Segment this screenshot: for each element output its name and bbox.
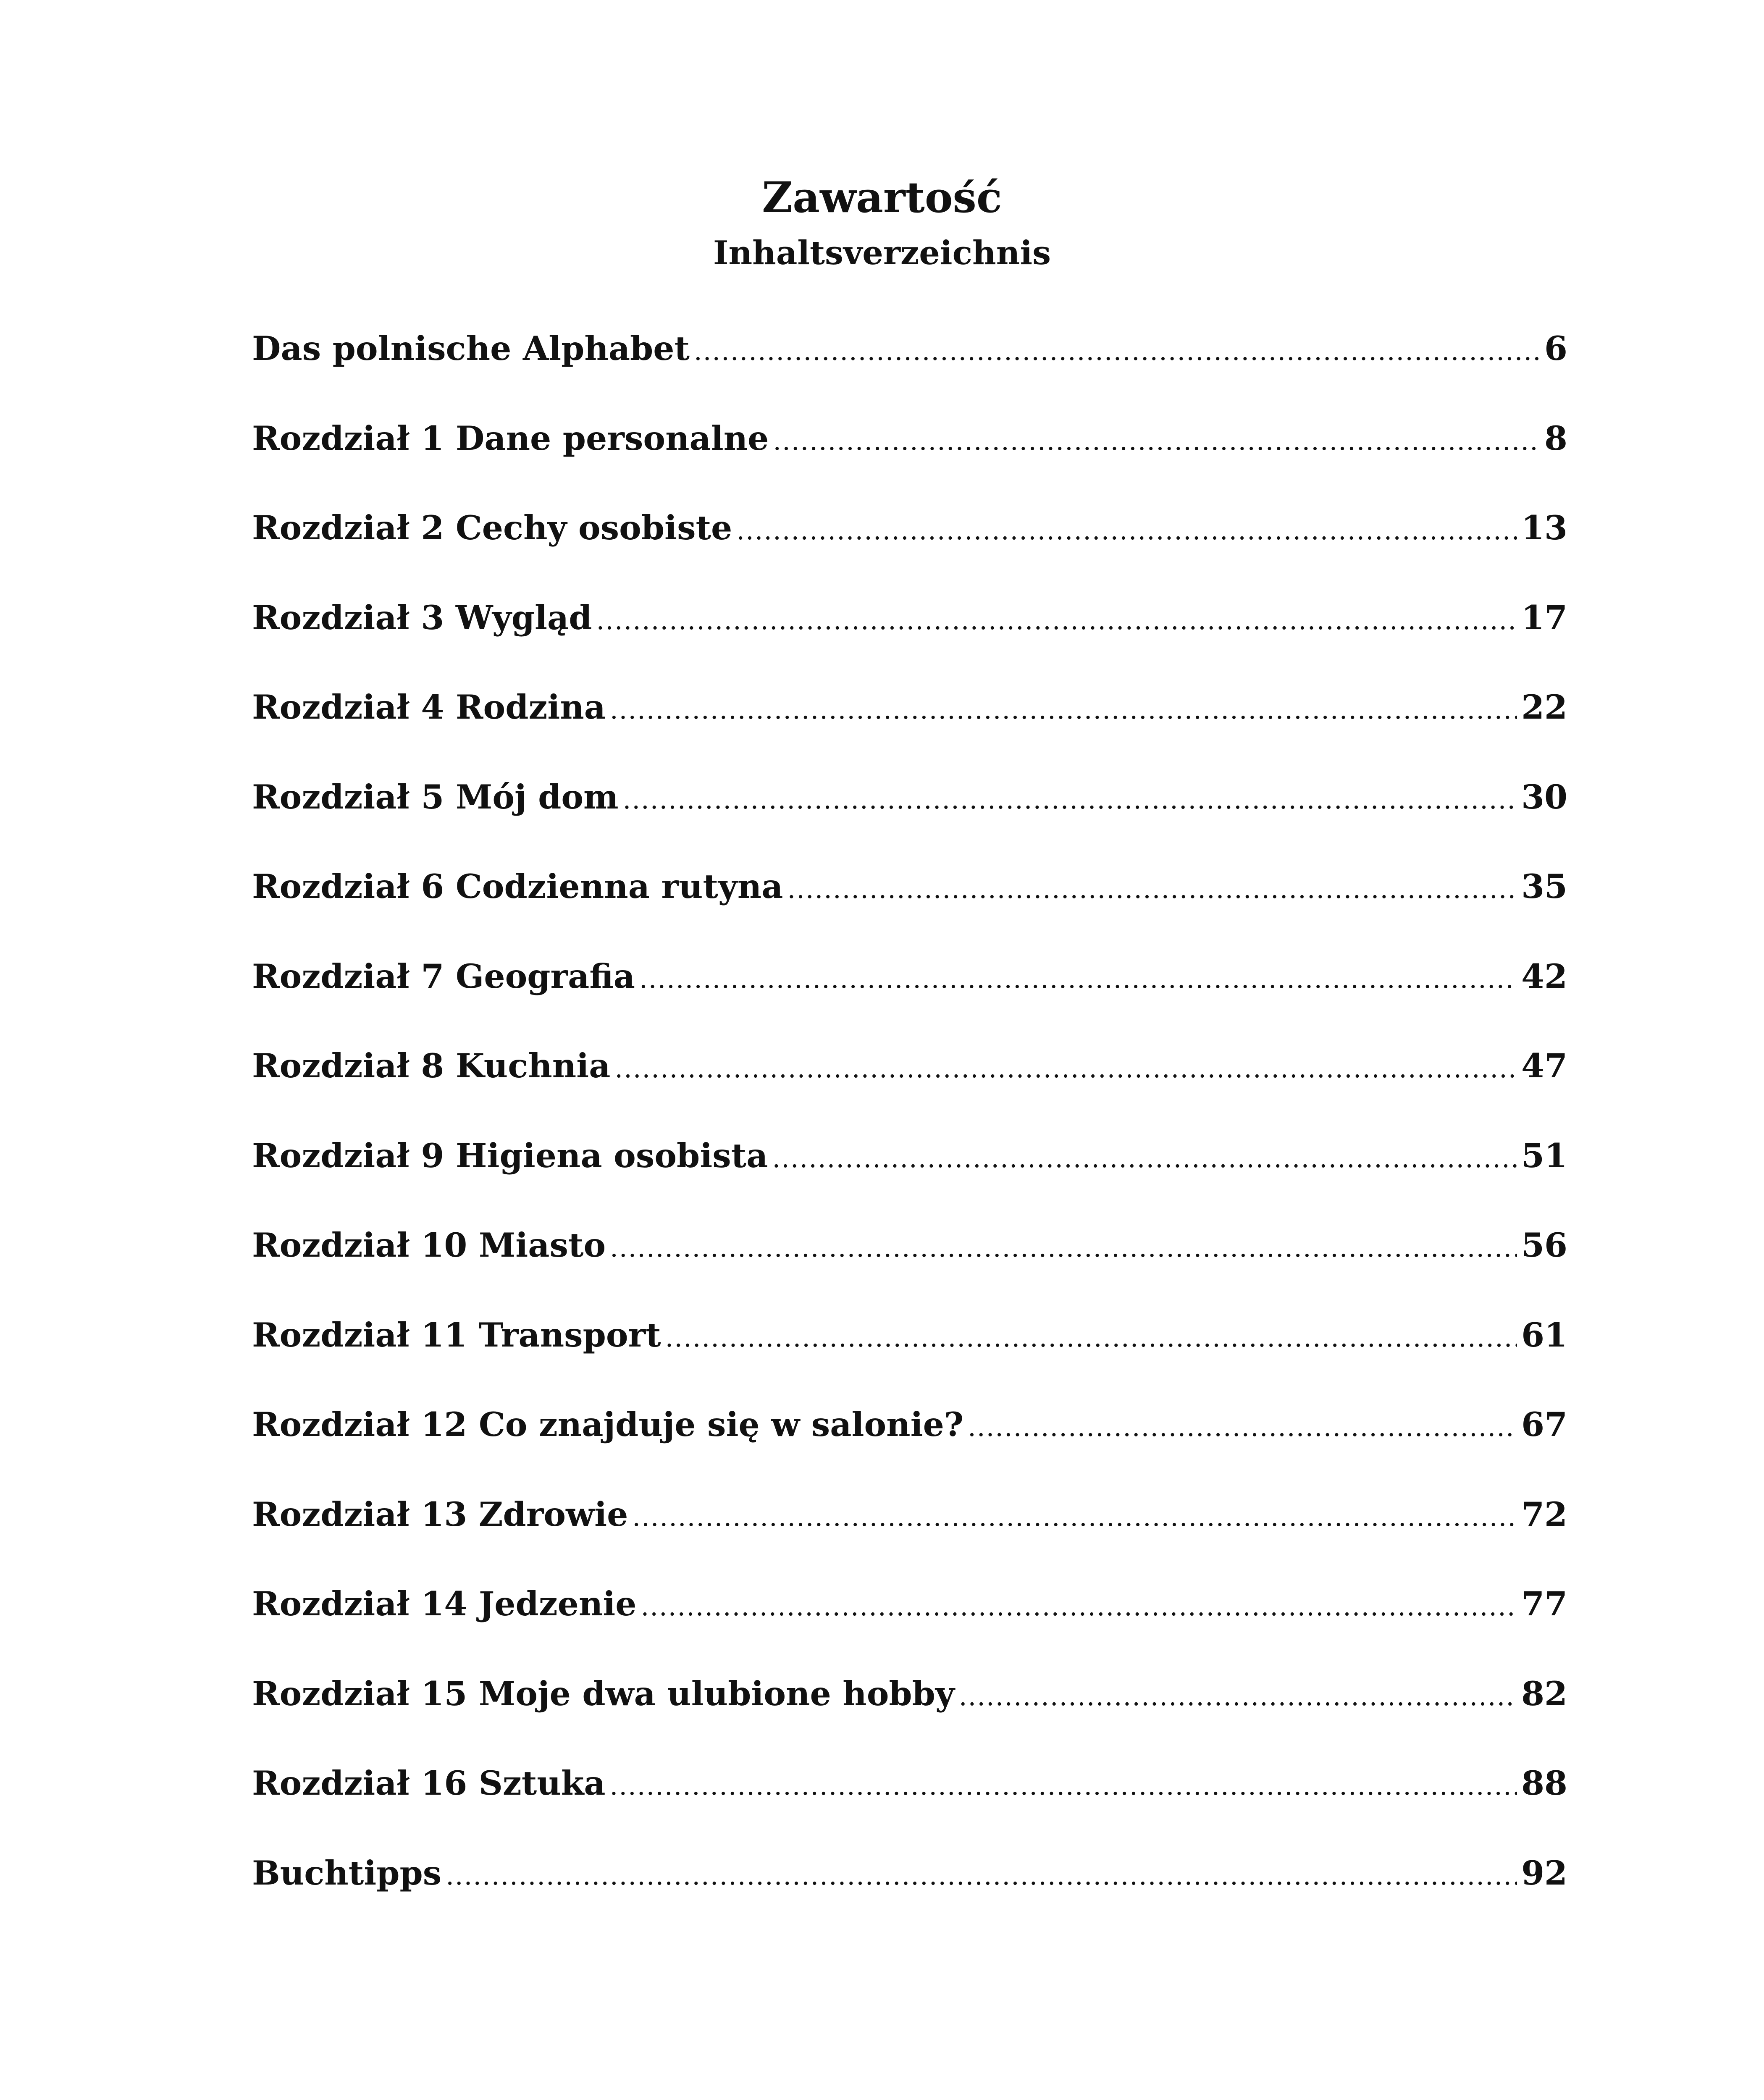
toc-entry[interactable] bbox=[252, 1494, 1567, 1583]
toc-dot-leader bbox=[639, 956, 1517, 998]
toc-dot-leader bbox=[787, 866, 1517, 908]
toc-entry[interactable] bbox=[252, 1673, 1567, 1763]
toc-entry-page: 22 bbox=[1521, 688, 1567, 727]
toc-entry-label: Rozdział 13 Zdrowie bbox=[252, 1494, 628, 1534]
toc-entry-label: Rozdział 7 Geografia bbox=[252, 956, 635, 996]
toc-dot-leader bbox=[665, 1314, 1517, 1356]
toc-entry-label: Rozdział 10 Miasto bbox=[252, 1226, 606, 1265]
toc-entry-page: 17 bbox=[1521, 598, 1567, 637]
toc-dot-leader bbox=[596, 597, 1517, 639]
toc-entry[interactable] bbox=[252, 1135, 1567, 1225]
toc-entry[interactable] bbox=[252, 597, 1567, 687]
toc-dot-leader bbox=[694, 328, 1540, 370]
toc-dot-leader bbox=[968, 1404, 1517, 1446]
toc-entry[interactable] bbox=[252, 776, 1567, 866]
toc-entry-label: Rozdział 9 Higiena osobista bbox=[252, 1136, 768, 1175]
toc-entry-page: 13 bbox=[1521, 508, 1567, 547]
toc-entry-label: Rozdział 11 Transport bbox=[252, 1315, 661, 1354]
toc-entry-label: Rozdział 3 Wygląd bbox=[252, 598, 592, 637]
toc-entry-label: Rozdział 8 Kuchnia bbox=[252, 1046, 611, 1085]
toc-entry-page: 30 bbox=[1521, 777, 1567, 816]
toc-entry-label: Rozdział 5 Mój dom bbox=[252, 777, 619, 816]
toc-entry-label: Rozdział 6 Codzienna rutyna bbox=[252, 867, 783, 906]
toc-dot-leader bbox=[623, 776, 1517, 818]
toc-entry-label: Rozdział 15 Moje dwa ulubione hobby bbox=[252, 1674, 955, 1713]
toc-entry[interactable] bbox=[252, 417, 1567, 507]
toc-entry-label: Das polnische Alphabet bbox=[252, 329, 690, 368]
toc-entry-label: Rozdział 12 Co znajduje się w salonie? bbox=[252, 1405, 964, 1444]
toc-entry[interactable] bbox=[252, 1314, 1567, 1404]
toc-entry-page: 8 bbox=[1544, 418, 1567, 458]
toc-entry-page: 35 bbox=[1521, 867, 1567, 906]
toc-entry-page: 88 bbox=[1521, 1764, 1567, 1803]
toc-entry[interactable] bbox=[252, 328, 1567, 417]
toc-entry-label: Rozdział 2 Cechy osobiste bbox=[252, 508, 732, 547]
toc-entry[interactable] bbox=[252, 956, 1567, 1045]
toc-entry-page: 77 bbox=[1521, 1584, 1567, 1623]
toc-entry-label: Rozdział 4 Rodzina bbox=[252, 688, 606, 727]
toc-dot-leader bbox=[641, 1583, 1517, 1625]
toc-dot-leader bbox=[959, 1673, 1517, 1715]
page-subtitle: Inhaltsverzeichnis bbox=[713, 234, 1051, 272]
toc-entry-label: Rozdział 1 Dane personalne bbox=[252, 418, 769, 458]
toc-entry[interactable] bbox=[252, 1045, 1567, 1135]
toc-dot-leader bbox=[610, 1224, 1517, 1266]
toc-entry-page: 51 bbox=[1521, 1136, 1567, 1175]
toc-entry[interactable] bbox=[252, 1852, 1567, 1942]
toc-entry-label: Buchtipps bbox=[252, 1853, 442, 1893]
toc-entry-page: 92 bbox=[1521, 1853, 1567, 1893]
toc-dot-leader bbox=[736, 507, 1517, 549]
toc-entry[interactable] bbox=[252, 1583, 1567, 1673]
toc-dot-leader bbox=[614, 1045, 1517, 1087]
table-of-contents bbox=[252, 328, 1567, 1942]
toc-entry-page: 61 bbox=[1521, 1315, 1567, 1354]
toc-entry-page: 82 bbox=[1521, 1674, 1567, 1713]
toc-dot-leader bbox=[773, 417, 1540, 459]
toc-dot-leader bbox=[772, 1135, 1517, 1177]
toc-entry-page: 6 bbox=[1544, 329, 1567, 368]
toc-entry[interactable] bbox=[252, 686, 1567, 776]
toc-entry[interactable] bbox=[252, 1404, 1567, 1494]
toc-entry-page: 56 bbox=[1521, 1226, 1567, 1265]
toc-entry-label: Rozdział 14 Jedzenie bbox=[252, 1584, 637, 1623]
toc-entry[interactable] bbox=[252, 1762, 1567, 1852]
toc-entry[interactable] bbox=[252, 1224, 1567, 1314]
toc-entry[interactable] bbox=[252, 507, 1567, 597]
toc-entry-page: 47 bbox=[1521, 1046, 1567, 1085]
toc-dot-leader bbox=[610, 1762, 1517, 1804]
toc-entry[interactable] bbox=[252, 866, 1567, 956]
toc-entry-label: Rozdział 16 Sztuka bbox=[252, 1764, 606, 1803]
toc-dot-leader bbox=[632, 1494, 1517, 1536]
toc-dot-leader bbox=[610, 686, 1517, 728]
toc-entry-page: 42 bbox=[1521, 956, 1567, 996]
toc-dot-leader bbox=[446, 1852, 1517, 1894]
toc-entry-page: 67 bbox=[1521, 1405, 1567, 1444]
page-title: Zawartość bbox=[762, 173, 1002, 222]
toc-entry-page: 72 bbox=[1521, 1494, 1567, 1534]
